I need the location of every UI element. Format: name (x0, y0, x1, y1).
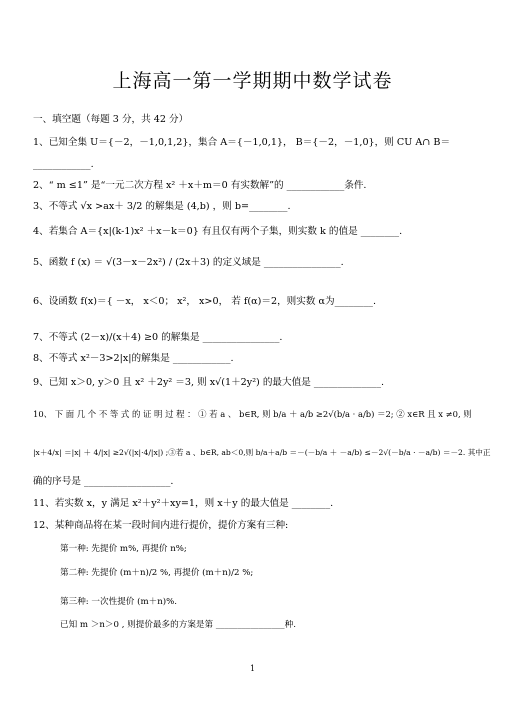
question-12: 12、某种商品将在某一段时间内进行提价，提价方案有三种: (33, 520, 289, 531)
page-number: 1 (249, 664, 256, 673)
question-5: 5、函数 f (x) ＝ √(3－x－2x²) / (2x＋3) 的定义域是 ________________. (33, 257, 344, 268)
question-6: 6、设函数 f(x)＝{ －x， x＜0； x²， x>0， 若 f(α)＝2，则实数 α为________. (33, 296, 376, 307)
question-11: 11、若实数 x，y 满足 x²＋y²＋xy=1，则 x＋y 的最大值是 ________. (33, 498, 334, 509)
question-9: 9、已知 x＞0, y＞0 且 x² ＋2y² ＝3, 则 x√(1＋2y²) 的最大值是 ______________. (33, 377, 385, 388)
option-2: 第二种: 先提价 (m＋n)/2 %, 再提价 (m＋n)/2 %; (60, 568, 254, 578)
question-1: 1、已知全集 U＝{－2，－1,0,1,2}，集合 A＝{－1,0,1}， B＝{－2，－1,0}，则 CU A∩ B＝ (33, 137, 451, 148)
question-4: 4、若集合 A＝{x|(k-1)x² ＋x－k＝0} 有且仅有两个子集，则实数 k 的值是 ________. (33, 226, 403, 237)
question-2: 2、“ m ≤1” 是“一元二次方程 x² ＋x＋m＝0 有实数解”的 ____________条件. (33, 180, 367, 191)
question-10-answer: 确的序号是 __________________. (33, 476, 174, 487)
question-8: 8、不等式 x²－3>2|x|的解集是 ____________. (33, 353, 234, 364)
option-3: 第三种: 一次性提价 (m＋n)%. (60, 597, 177, 607)
question-3: 3、不等式 √x >ax＋ 3/2 的解集是 (4,b) ，则 b=________. (33, 201, 291, 212)
question-10: 10、 下 面 几 个 不 等 式 的 证 明 过 程 ： ① 若 a 、 b∈R, 则 b/a ＋ a/b ≥2√(b/a · a/b) ＝2; ② x∈R 且 x ≠0, 则 (33, 409, 472, 419)
question-7: 7、不等式 (2－x)/(x＋4) ≥0 的解集是 ________________. (33, 332, 283, 343)
question-10-cont: |x＋4/x| ＝|x| ＋ 4/|x| ≥2√(|x|·4/|x|) ;③若 a 、b∈R, ab＜0,则 b/a＋a/b ＝－(－b/a ＋ －a/b) ≤－2√(－b/a · －a/b) ＝－2. 其中正 (33, 448, 491, 457)
question-1-blank: ____________. (33, 159, 94, 170)
exam-title: 上海高一第一学期期中数学试卷 (112, 70, 393, 92)
option-1: 第一种: 先提价 m%, 再提价 n%; (60, 544, 187, 554)
section-heading: 一、填空题（每题 3 分，共 42 分） (33, 114, 189, 125)
option-question: 已知 m ＞n＞0 , 则提价最多的方案是第 ________________种. (60, 620, 296, 630)
